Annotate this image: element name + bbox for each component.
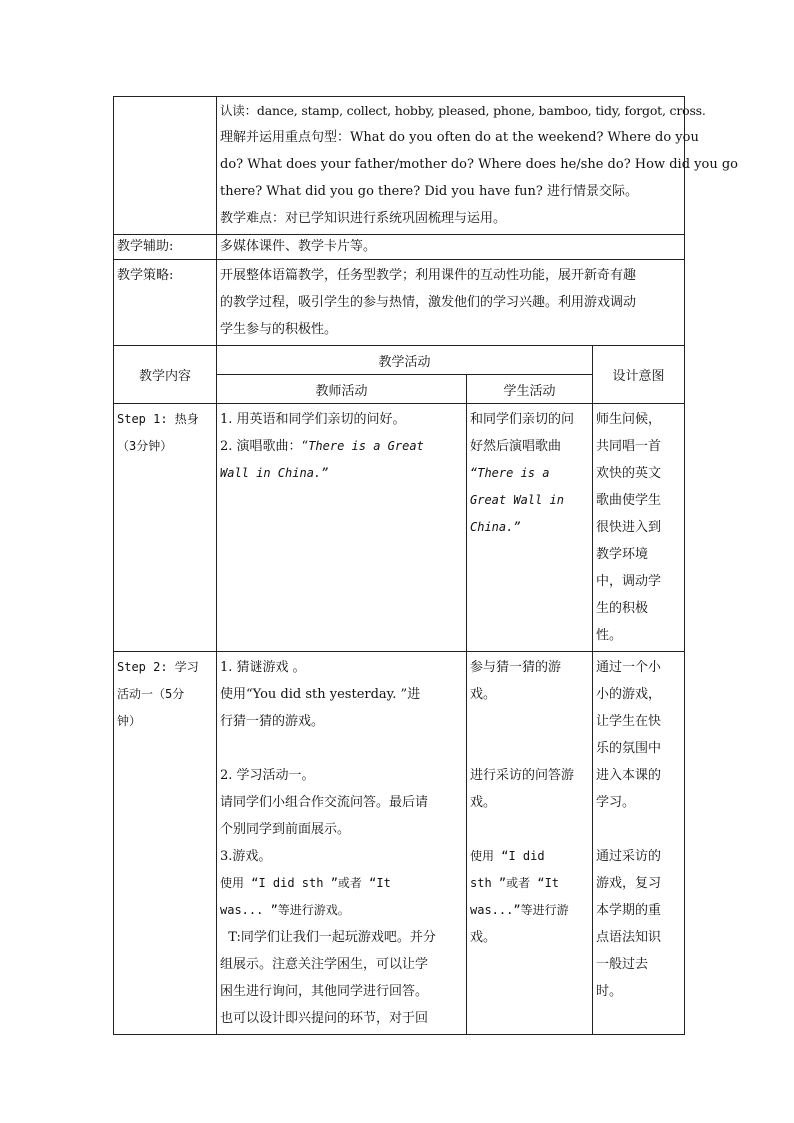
header-content: 教学内容 [114, 346, 217, 404]
step1-label: Step 1: 热身 （3分钟） [114, 404, 217, 652]
strategy-line-1: 开展整体语篇教学，任务型教学；利用课件的互动性功能，展开新奇有趣 [220, 268, 637, 283]
aids-label: 教学辅助: [114, 235, 217, 260]
step2-student: 参与猜一猜的游 戏。 进行采访的问答游 戏。 使用 “I did sth ”或者 “It was...”等进行游 戏。 [467, 652, 593, 1035]
objectives-line-1: 认读：dance, stamp, collect, hobby, pleased, phone, bamboo, tidy, forgot, cross. [220, 103, 706, 118]
objectives-line-3: do? What does your father/mother do? Where does he/she do? How did you go [220, 157, 738, 172]
step1-teacher [217, 404, 467, 652]
objectives-label-cell [114, 97, 217, 235]
header-design: 设计意图 [593, 346, 685, 404]
step1-teacher-line-1: 1. 用英语和同学们亲切的问好。 [220, 412, 406, 427]
header-activity: 教学活动 [217, 346, 593, 375]
strategy-row [114, 260, 685, 346]
strategy-line-3: 学生参与的积极性。 [220, 322, 338, 337]
difficulty-line: 教学难点：对已学知识进行系统巩固梳理与运用。 [220, 211, 507, 226]
objectives-row [114, 97, 685, 235]
objectives-line-2: 理解并运用重点句型：What do you often do at the weekend? Where do you [220, 130, 699, 145]
header-student: 学生活动 [467, 375, 593, 404]
step1-teacher-line-2: 2. 演唱歌曲：“There is a Great [220, 439, 424, 454]
strategy-line-2: 的教学过程，吸引学生的参与热情，激发他们的学习兴趣。利用游戏调动 [220, 295, 637, 310]
lesson-plan-table [113, 96, 738, 1035]
objectives-cell [217, 97, 738, 235]
step2-label: Step 2: 学习 活动一（5分 钟） [114, 652, 217, 1035]
objectives-line-4: there? What did you go there? Did you have fun? 进行情景交际。 [220, 184, 638, 199]
step2-row [114, 652, 685, 1035]
strategy-content [217, 260, 685, 346]
step1-student: 和同学们亲切的问 好然后演唱歌曲 “There is a Great Wall in China.” [467, 404, 593, 652]
aids-row [114, 235, 685, 260]
step1-row [114, 404, 685, 652]
header-teacher: 教师活动 [217, 375, 467, 404]
header-row-1 [114, 346, 685, 375]
step1-teacher-line-3: Wall in China.” [220, 466, 329, 480]
strategy-label: 教学策略: [114, 260, 217, 346]
step1-design: 师生问候， 共同唱一首 欢快的英文 歌曲使学生 很快进入到 教学环境 中，调动学 生的积极 性。 [593, 404, 685, 652]
step2-design: 通过一个小 小的游戏， 让学生在快 乐的氛围中 进入本课的 学习。 通过采访的 游戏，复习 本学期的重 点语法知识 一般过去 时。 [593, 652, 685, 1035]
aids-content: 多媒体课件、教学卡片等。 [217, 235, 685, 260]
step2-teacher: 1. 猜谜游戏 。 使用“You did sth yesterday. ”进 行猜一猜的游戏。 2. 学习活动一。 请同学们小组合作交流问答。最后请 个别同学到前面展示。 3.游戏。 使用 “I did sth ”或者 “It was... ”等进行游戏。 T:同学们让我们一起玩游戏吧。并分 组展示。注意关注学困生，可以让学 困生进行询问，其他同学进行回答。 也可以设计即兴提问的环节，对于回 [217, 652, 467, 1035]
